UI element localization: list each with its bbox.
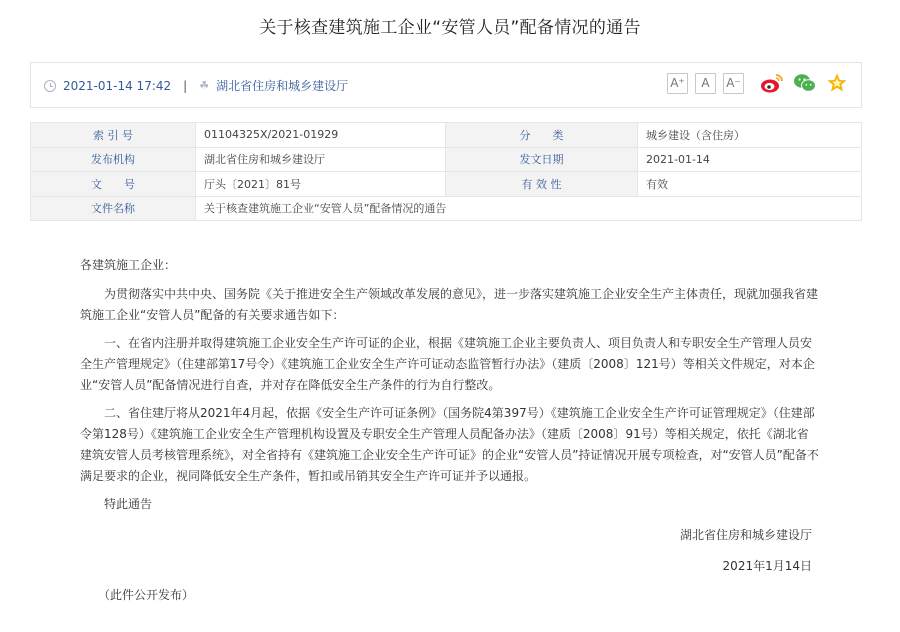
paragraph-one: 一、在省内注册并取得建筑施工企业安全生产许可证的企业，根据《建筑施工企业主要负责人、项目负责人和专职安全生产管理人员安全生产管理规定》（住建部第17号令）《建筑施工企业安全生产许可证动态监管暂行办法》（建质〔2008〕121号）等相关文件规定，对本企业“安管人员”配备情况进行自查，并对存在降低安全生产条件的行为自行整改。 bbox=[80, 336, 815, 392]
source-org: 湖北省住房和城乡建设厅 bbox=[216, 79, 349, 93]
issue-date-value: 2021-01-14 bbox=[638, 147, 862, 172]
weibo-icon[interactable] bbox=[760, 72, 784, 94]
doc-number-value: 厅头〔2021〕81号 bbox=[196, 172, 446, 197]
page-title: 关于核查建筑施工企业“安管人员”配备情况的通告 bbox=[259, 18, 641, 38]
closing-phrase: 特此通告 bbox=[104, 497, 153, 511]
category-label: 分 类 bbox=[446, 123, 638, 148]
meta-bar bbox=[30, 62, 862, 108]
validity-value: 有效 bbox=[638, 172, 862, 197]
issue-date-label: 发文日期 bbox=[446, 147, 638, 172]
font-size-controls bbox=[667, 73, 744, 94]
table-row bbox=[31, 123, 862, 148]
share-bar bbox=[760, 72, 848, 94]
table-row bbox=[31, 147, 862, 172]
meta-separator: | bbox=[183, 78, 188, 93]
doc-name-label: 文件名称 bbox=[31, 196, 196, 221]
notice-body bbox=[80, 255, 820, 613]
font-default-button[interactable]: A bbox=[695, 73, 716, 94]
paragraph-two: 二、省住建厅将从2021年4月起，依据《安全生产许可证条例》（国务院4第397号）《建筑施工企业安全生产许可证管理规定》（住建部令第128号）《建筑施工企业安全生产管理机构设置及专职安全生产管理人员配备办法》（建质〔2008〕91号）等相关规定，依托《湖北省建筑安管人员考核管理系统》，对全省持有《建筑施工企业安全生产许可证》的企业“安管人员”持证情况开展专项检查，对“安管人员”配备不满足要求的企业，视同降低安全生产条件，暂扣或吊销其安全生产许可证并予以通报。 bbox=[80, 406, 819, 483]
meta-info bbox=[44, 77, 348, 94]
favorite-star-icon[interactable] bbox=[826, 72, 848, 94]
font-decrease-button[interactable]: A⁻ bbox=[723, 73, 744, 94]
doc-name-value: 关于核查建筑施工企业“安管人员”配备情况的通告 bbox=[196, 196, 862, 221]
table-row bbox=[31, 172, 862, 197]
doc-number-label: 文 号 bbox=[31, 172, 196, 197]
wechat-icon[interactable] bbox=[793, 72, 817, 94]
font-increase-button[interactable]: A⁺ bbox=[667, 73, 688, 94]
clock-icon bbox=[44, 80, 56, 92]
index-number-value: 01104325X/2021-01929 bbox=[196, 123, 446, 148]
index-number-label: 索 引 号 bbox=[31, 123, 196, 148]
issuer-label: 发布机构 bbox=[31, 147, 196, 172]
issuer-value: 湖北省住房和城乡建设厅 bbox=[196, 147, 446, 172]
publication-note: （此件公开发布） bbox=[98, 588, 195, 602]
paragraph-intro: 为贯彻落实中共中央、国务院《关于推进安全生产领域改革发展的意见》，进一步落实建筑施工企业安全生产主体责任，现就加强我省建筑施工企业“安管人员”配备的有关要求通告如下： bbox=[80, 287, 819, 322]
organization-icon: ☘ bbox=[199, 79, 210, 92]
table-row bbox=[31, 196, 862, 221]
publish-datetime: 2021-01-14 17:42 bbox=[63, 78, 172, 93]
category-value: 城乡建设（含住房） bbox=[638, 123, 862, 148]
salutation: 各建筑施工企业： bbox=[80, 258, 177, 272]
validity-label: 有 效 性 bbox=[446, 172, 638, 197]
signature-date: 2021年1月14日 bbox=[722, 559, 812, 573]
issuer-signature: 湖北省住房和城乡建设厅 bbox=[679, 528, 812, 542]
document-info-table bbox=[30, 122, 862, 221]
